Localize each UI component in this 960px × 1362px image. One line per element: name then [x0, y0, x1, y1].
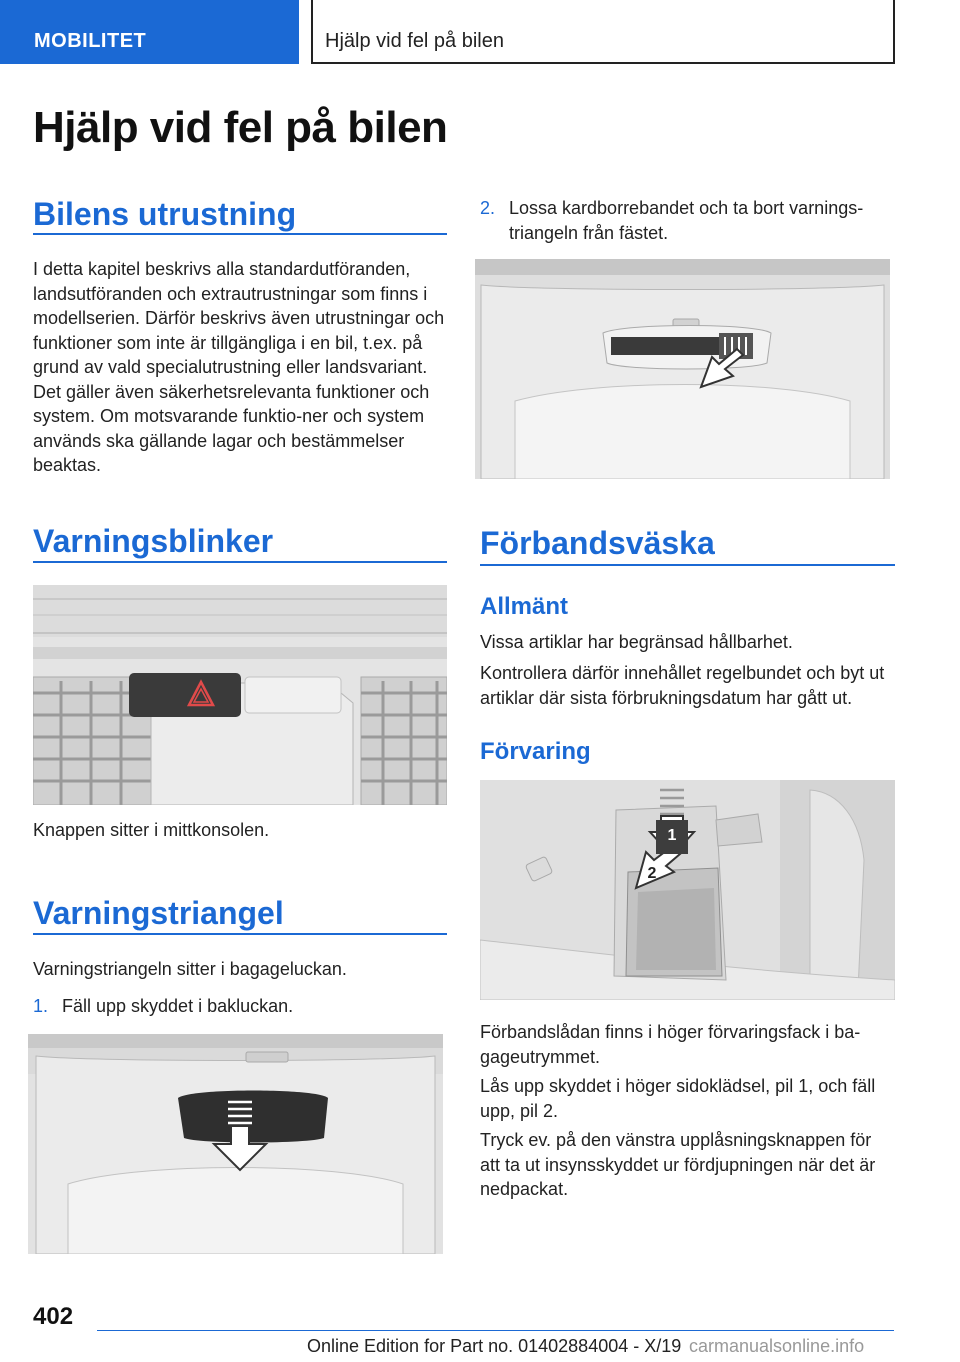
storage-compartment-illustration [480, 780, 895, 1000]
general-paragraph-2: Kontrollera därför innehållet regelbundet och byt ut artiklar där sista förbrukningsdatum har gått ut. [480, 663, 885, 708]
list-item [33, 994, 447, 1020]
page-number: 402 [33, 1303, 74, 1330]
warning-triangle-strap-illustration [475, 259, 890, 479]
list-number: 1. [33, 996, 49, 1016]
heading-rule [33, 233, 447, 235]
heading-warning-triangle: Varningstriangel [33, 895, 284, 931]
heading-vehicle-equipment: Bilens utrustning [33, 196, 297, 232]
page-title: Hjälp vid fel på bilen [33, 103, 448, 152]
triangle-intro: Varningstriangeln sitter i bagageluckan. [33, 959, 347, 979]
list-number: 2. [480, 198, 496, 218]
chapter-title: Hjälp vid fel på bilen [325, 30, 504, 52]
equipment-paragraph: I detta kapitel beskrivs alla standardutföranden, landsutföranden och extrautrustningar som finns i modellserien. Därför beskrivs även utrustningar och funktioner som inte är tillgängliga i en bil, t.ex. på grund av vald specialutrustning eller landsvariant. Det gäller även säkerhetsrelevanta funktioner och system. Om motsvarande funktio‐ner och system används ska gällande lagar och bestämmelser beaktas. [33, 259, 445, 475]
storage-paragraph-1: Förbandslådan finns i höger förvaringsfack i ba‐gageutrymmet. [480, 1022, 861, 1067]
heading-storage: Förvaring [480, 738, 591, 765]
tailgate-cover-illustration [28, 1034, 443, 1254]
hazard-button-illustration [33, 585, 447, 805]
list-text: Lossa kardborrebandet och ta bort varnings‐triangeln från fästet. [509, 198, 864, 243]
hazard-caption: Knappen sitter i mittkonsolen. [33, 820, 270, 840]
callout-arrow-1: 1 [667, 827, 677, 844]
callout-arrow-2: 2 [647, 865, 657, 882]
storage-paragraph-2: Lås upp skyddet i höger sidoklädsel, pil 1, och fäll upp, pil 2. [480, 1076, 876, 1121]
general-paragraph-1: Vissa artiklar har begränsad hållbarhet. [480, 632, 793, 652]
watermark: carmanualsonline.info [689, 1336, 865, 1356]
heading-rule [33, 933, 447, 935]
list-item [480, 196, 896, 248]
section-tab: MOBILITET [0, 0, 299, 64]
footer-rule [97, 1330, 894, 1331]
heading-hazard-lights: Varningsblinker [33, 523, 274, 559]
heading-first-aid-kit: Förbandsväska [480, 525, 715, 561]
heading-rule [33, 561, 447, 563]
list-text: Fäll upp skyddet i bakluckan. [62, 996, 294, 1016]
heading-general: Allmänt [480, 593, 569, 620]
edition-line: Online Edition for Part no. 01402884004 - X/19 [307, 1336, 682, 1356]
heading-rule [480, 564, 895, 566]
storage-paragraph-3: Tryck ev. på den vänstra upplåsningsknappen för att ta ut insynsskyddet ur fördjupningen när det är nedpackat. [480, 1130, 876, 1199]
